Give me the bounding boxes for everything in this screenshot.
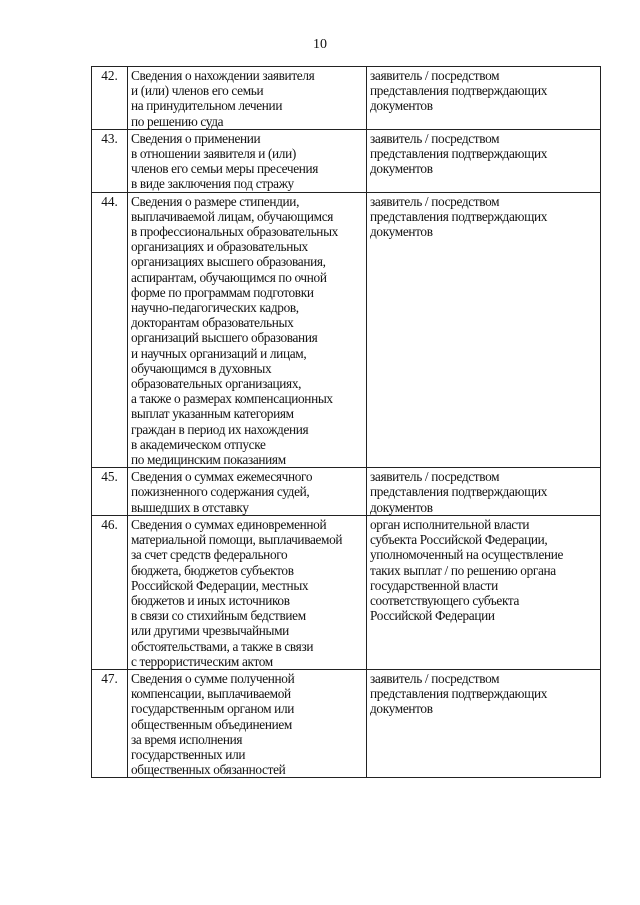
info-line: граждан в период их нахождения xyxy=(131,421,309,437)
info-line: аспирантам, обучающимся по очной xyxy=(131,269,327,285)
row-number: 45. xyxy=(92,468,128,516)
info-cell xyxy=(128,515,367,669)
row-number: 43. xyxy=(92,129,128,192)
row-number: 47. xyxy=(92,669,128,777)
source-line: представления подтверждающих xyxy=(370,686,548,702)
info-line: за время исполнения xyxy=(131,731,243,747)
info-line: организациях высшего образования, xyxy=(131,254,326,270)
source-line: таких выплат / по решению органа xyxy=(370,562,556,578)
source-line: документов xyxy=(370,499,433,515)
info-line: Сведения о размере стипендии, xyxy=(131,193,300,209)
page-number: 10 xyxy=(313,37,327,52)
info-line: организациях и образовательных xyxy=(131,239,308,255)
info-line: Сведения о сумме полученной xyxy=(131,670,295,686)
source-line: соответствующего субъекта xyxy=(370,592,520,608)
info-line: обучающимся в духовных xyxy=(131,360,272,376)
info-cell xyxy=(128,669,367,777)
info-line: обстоятельствами, а также в связи xyxy=(131,638,314,654)
info-line: в академическом отпуске xyxy=(131,436,266,452)
info-line: научно-педагогических кадров, xyxy=(131,300,299,316)
source-line: заявитель / посредством xyxy=(370,469,500,485)
table-row xyxy=(92,192,601,468)
source-cell xyxy=(367,129,601,192)
info-line: общественным объединением xyxy=(131,716,292,732)
source-cell xyxy=(367,192,601,468)
info-cell xyxy=(128,468,367,516)
info-line: организаций высшего образования xyxy=(131,330,318,346)
info-line: в отношении заявителя и (или) xyxy=(131,146,296,162)
info-line: бюджета, бюджетов субъектов xyxy=(131,562,294,578)
info-line: по решению суда xyxy=(131,113,224,129)
info-line: бюджетов и иных источников xyxy=(131,592,290,608)
info-line: государственных или xyxy=(131,746,246,762)
source-line: документов xyxy=(370,701,433,717)
info-line: за счет средств федерального xyxy=(131,547,288,563)
info-line: и (или) членов его семьи xyxy=(131,83,264,99)
info-line: докторантам образовательных xyxy=(131,315,294,331)
table-row xyxy=(92,669,601,777)
source-line: государственной власти xyxy=(370,577,498,593)
source-cell xyxy=(367,669,601,777)
source-line: заявитель / посредством xyxy=(370,670,500,686)
info-line: на принудительном лечении xyxy=(131,98,283,114)
info-line: в виде заключения под стражу xyxy=(131,176,294,192)
info-line: по медицинским показаниям xyxy=(131,452,286,468)
info-cell xyxy=(128,129,367,192)
source-cell xyxy=(367,515,601,669)
source-line: представления подтверждающих xyxy=(370,484,548,500)
source-line: заявитель / посредством xyxy=(370,193,500,209)
source-line: заявитель / посредством xyxy=(370,68,500,83)
info-line: материальной помощи, выплачиваемой xyxy=(131,532,343,548)
source-line: орган исполнительной власти xyxy=(370,516,530,532)
info-line: а также о размерах компенсационных xyxy=(131,391,333,407)
source-line: представления подтверждающих xyxy=(370,83,548,99)
source-line: субъекта Российской Федерации, xyxy=(370,532,548,548)
info-line: выплат указанным категориям xyxy=(131,406,294,422)
info-line: вышедших в отставку xyxy=(131,499,249,515)
info-line: общественных обязанностей xyxy=(131,762,286,778)
info-line: компенсации, выплачиваемой xyxy=(131,686,291,702)
info-line: Сведения о суммах единовременной xyxy=(131,516,327,532)
source-cell xyxy=(367,468,601,516)
table-row xyxy=(92,468,601,516)
info-line: с террористическим актом xyxy=(131,653,273,669)
row-number: 46. xyxy=(92,515,128,669)
info-line: Сведения о нахождении заявителя xyxy=(131,68,315,83)
info-line: и научных организаций и лицам, xyxy=(131,345,307,361)
info-line: или другими чрезвычайными xyxy=(131,623,289,639)
info-line: государственным органом или xyxy=(131,701,294,717)
info-line: образовательных организациях, xyxy=(131,376,302,392)
info-line: в связи со стихийным бедствием xyxy=(131,608,306,624)
source-line: документов xyxy=(370,161,433,177)
table-row xyxy=(92,129,601,192)
source-line: уполномоченный на осуществление xyxy=(370,547,564,563)
info-line: выплачиваемой лицам, обучающимся xyxy=(131,208,334,224)
source-line: представления подтверждающих xyxy=(370,208,548,224)
info-line: членов его семьи меры пресечения xyxy=(131,161,319,177)
row-number: 44. xyxy=(92,192,128,468)
info-cell xyxy=(128,192,367,468)
info-line: Российской Федерации, местных xyxy=(131,577,309,593)
info-line: в профессиональных образовательных xyxy=(131,224,338,240)
source-cell xyxy=(367,67,601,130)
source-line: представления подтверждающих xyxy=(370,146,548,162)
table-row xyxy=(92,67,601,130)
row-number: 42. xyxy=(92,67,128,130)
info-line: пожизненного содержания судей, xyxy=(131,484,310,500)
info-line: Сведения о суммах ежемесячного xyxy=(131,469,313,485)
info-line: Сведения о применении xyxy=(131,130,261,146)
source-line: документов xyxy=(370,98,433,114)
table-row xyxy=(92,515,601,669)
document-table xyxy=(91,66,601,778)
source-line: документов xyxy=(370,224,433,240)
info-cell xyxy=(128,67,367,130)
info-line: форме по программам подготовки xyxy=(131,284,314,300)
table-body xyxy=(92,67,601,778)
source-line: Российской Федерации xyxy=(370,608,495,624)
source-line: заявитель / посредством xyxy=(370,130,500,146)
